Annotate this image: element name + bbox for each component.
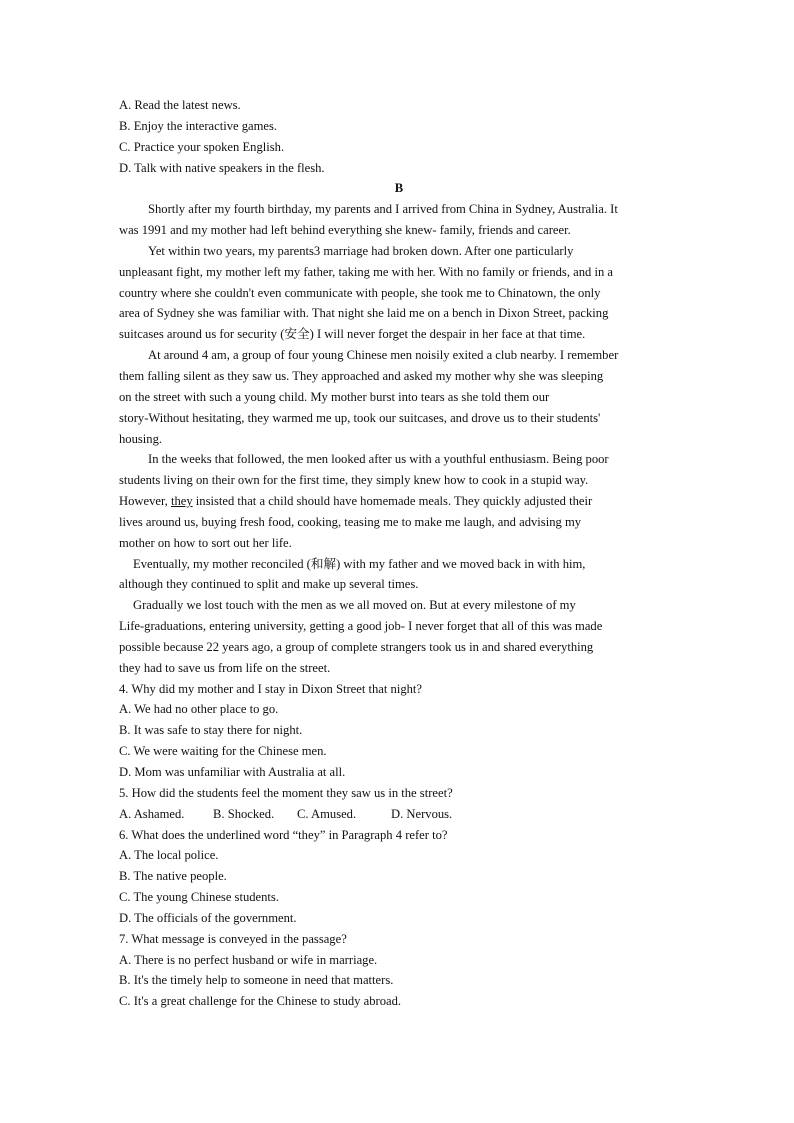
question-5 (119, 783, 679, 825)
option-b: B. Enjoy the interactive games. (119, 118, 278, 133)
option-b: B. Shocked. (213, 806, 275, 821)
passage-line: housing. (119, 431, 163, 446)
passage-line: area of Sydney she was familiar with. That night she laid me on a bench in Dixon Street, packing (119, 306, 609, 321)
option-d: D. Nervous. (391, 806, 453, 821)
passage-line: Eventually, my mother reconciled (和解) with my father and we moved back in with him, (133, 556, 586, 571)
option-c: C. Amused. (297, 806, 357, 821)
passage-line: suitcases around us for security (安全) I will never forget the despair in her face at that time. (119, 327, 586, 342)
underlined-word: they (170, 494, 193, 509)
passage-line: country where she couldn't even communicate with people, she took me to Chinatown, the only (119, 285, 601, 300)
option-a: A. We had no other place to go. (119, 702, 279, 717)
passage-line: although they continued to split and make up several times. (119, 577, 419, 592)
options-row (119, 804, 679, 825)
passage-line: mother on how to sort out her life. (119, 535, 292, 550)
text-run: However, (119, 494, 171, 509)
question-7 (119, 929, 679, 1012)
option-c: C. It's a great challenge for the Chinese to study abroad. (119, 994, 402, 1009)
passage-paragraph-5 (119, 554, 679, 596)
question-stem: 5. How did the students feel the moment they saw us in the street? (119, 785, 453, 800)
passage-paragraph-3 (119, 345, 679, 449)
passage-line: lives around us, buying fresh food, cooking, teasing me to make me laugh, and advising my (119, 514, 582, 529)
passage-line: unpleasant fight, my mother left my father, taking me with her. With no family or friends, and in a (119, 264, 613, 279)
passage-line: them falling silent as they saw us. They approached and asked my mother why she was sleeping (119, 368, 604, 383)
passage-line: Life-graduations, entering university, getting a good job- I never forget that all of this was made (119, 619, 603, 634)
passage-line: on the street with such a young child. My mother burst into tears as she told them our (119, 389, 550, 404)
passage-line (119, 491, 679, 512)
passage-line: possible because 22 years ago, a group of complete strangers took us in and shared everything (119, 639, 594, 654)
option-d: D. Mom was unfamiliar with Australia at all. (119, 765, 346, 779)
option-a: A. Ashamed. (119, 806, 185, 821)
question-4 (119, 679, 679, 783)
passage-line: story-Without hesitating, they warmed me up, took our suitcases, and drove us to their students' (119, 410, 601, 425)
option-d: D. Talk with native speakers in the flesh. (119, 160, 325, 175)
question-stem: 4. Why did my mother and I stay in Dixon Street that night? (119, 681, 423, 696)
question-6 (119, 825, 679, 929)
passage-paragraph-4 (119, 449, 679, 553)
passage-line: Gradually we lost touch with the men as we all moved on. But at every milestone of my (133, 598, 576, 613)
option-a: A. The local police. (119, 848, 219, 863)
option-c: C. We were waiting for the Chinese men. (119, 744, 327, 759)
option-b: B. The native people. (119, 869, 227, 884)
passage-line: In the weeks that followed, the men looked after us with a youthful enthusiasm. Being poor (148, 452, 609, 467)
passage-line: Yet within two years, my parents3 marriage had broken down. After one particularly (148, 243, 574, 258)
passage-paragraph-2 (119, 241, 679, 345)
previous-question-options (119, 95, 679, 178)
option-c: C. The young Chinese students. (119, 890, 279, 905)
passage-line: they had to save us from life on the street. (119, 660, 331, 675)
option-b: B. It was safe to stay there for night. (119, 723, 303, 738)
passage-line: At around 4 am, a group of four young Chinese men noisily exited a club nearby. I remember (148, 348, 619, 363)
option-a: A. Read the latest news. (119, 98, 241, 112)
question-stem: 7. What message is conveyed in the passage? (119, 931, 347, 946)
option-b: B. It's the timely help to someone in need that matters. (119, 973, 394, 988)
question-stem: 6. What does the underlined word “they” in Paragraph 4 refer to? (119, 827, 448, 842)
passage-line: students living on their own for the first time, they simply knew how to cook in a stupid way. (119, 473, 589, 488)
text-run: insisted that a child should have homemade meals. They quickly adjusted their (192, 494, 593, 509)
passage-paragraph-1 (119, 199, 679, 241)
passage-line: Shortly after my fourth birthday, my parents and I arrived from China in Sydney, Australia. It (148, 202, 618, 217)
option-a: A. There is no perfect husband or wife in marriage. (119, 952, 378, 967)
section-label: B (394, 181, 404, 196)
passage-paragraph-6 (119, 595, 679, 678)
passage-line: was 1991 and my mother had left behind everything she knew- family, friends and career. (119, 223, 571, 238)
option-d: D. The officials of the government. (119, 910, 297, 925)
option-c: C. Practice your spoken English. (119, 139, 285, 154)
exam-page (119, 95, 679, 1012)
